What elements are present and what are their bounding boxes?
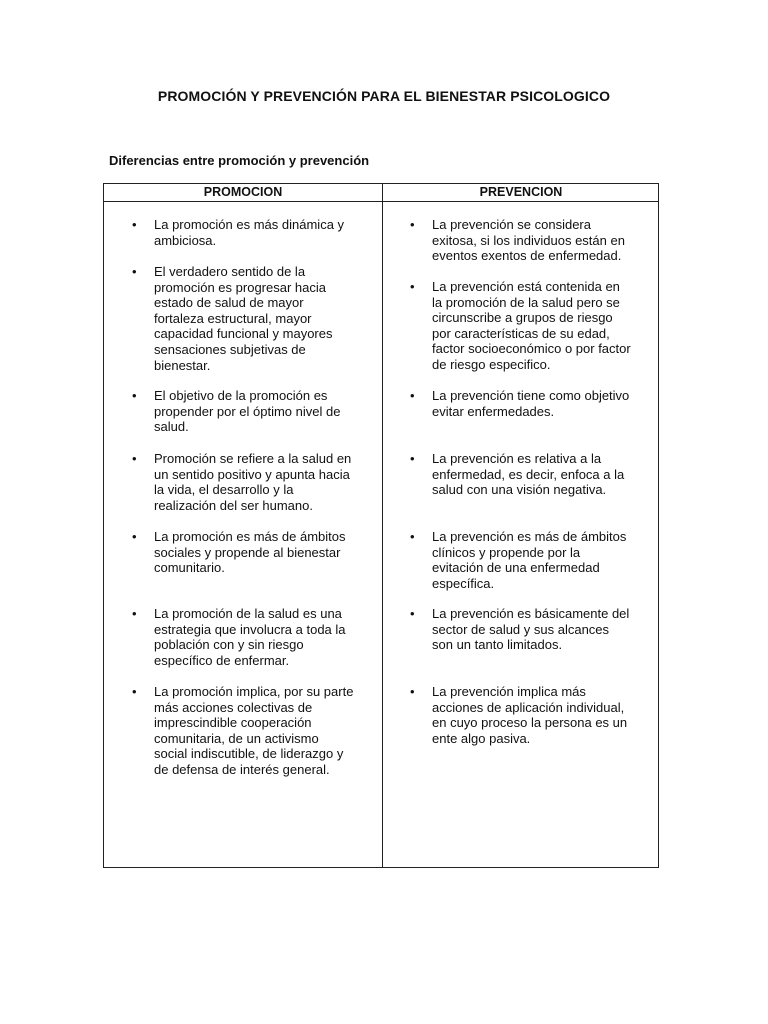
bullet-icon: • [410,529,415,544]
section-subtitle: Diferencias entre promoción y prevención [109,153,370,168]
bullet-icon: • [132,264,137,279]
promocion-item-text: La promoción es más de ámbitos sociales y propende al bienestar comunitario. [154,529,346,576]
bullet-icon: • [132,606,137,621]
prevencion-item-text: La prevención está contenida en la promoción de la salud pero se circunscribe a grupos de riesgo por características de su edad, factor socioeconómico o por factor de riesgo especifico. [432,279,631,372]
bullet-icon: • [410,217,415,232]
header-prevencion: PREVENCION [479,185,563,199]
comparison-table [103,183,659,868]
promocion-item-text: El verdadero sentido de la promoción es progresar hacia estado de salud de mayor fortaleza estructural, mayor capacidad funcional y mayores sensaciones subjetivas de bienestar. [154,264,333,373]
promocion-item-text: La promoción implica, por su parte más acciones colectivas de imprescindible cooperación comunitaria, de un activismo social indiscutible, de liderazgo y de defensa de interés general. [154,684,354,777]
bullet-icon: • [132,684,137,699]
header-promocion: PROMOCION [203,185,283,199]
bullet-icon: • [132,529,137,544]
promocion-item-text: Promoción se refiere a la salud en un sentido positivo y apunta hacia la vida, el desarrollo y la realización del ser humano. [154,451,352,513]
prevencion-item-text: La prevención implica más acciones de aplicación individual, en cuyo proceso la persona es un ente algo pasiva. [432,684,628,746]
header-divider [104,201,658,202]
prevencion-item-text: La prevención tiene como objetivo evitar enfermedades. [432,388,630,419]
bullet-icon: • [410,684,415,699]
bullet-icon: • [410,388,415,403]
bullet-icon: • [132,217,137,232]
prevencion-item-text: La prevención es más de ámbitos clínicos y propende por la evitación de una enfermedad específica. [432,529,627,591]
bullet-icon: • [132,388,137,403]
prevencion-item-text: La prevención se considera exitosa, si los individuos están en eventos exentos de enfermedad. [432,217,625,264]
bullet-icon: • [132,451,137,466]
document-title: PROMOCIÓN Y PREVENCIÓN PARA EL BIENESTAR PSICOLOGICO [157,88,611,104]
promocion-item-text: La promoción es más dinámica y ambiciosa. [154,217,345,248]
prevencion-item-text: La prevención es relativa a la enfermedad, es decir, enfoca a la salud con una visión negativa. [432,451,625,498]
bullet-icon: • [410,279,415,294]
promocion-item-text: La promoción de la salud es una estrategia que involucra a toda la población con y sin riesgo específico de enfermar. [154,606,346,668]
bullet-icon: • [410,451,415,466]
bullet-icon: • [410,606,415,621]
prevencion-item-text: La prevención es básicamente del sector de salud y sus alcances son un tanto limitados. [432,606,630,653]
promocion-item-text: El objetivo de la promoción es propender por el óptimo nivel de salud. [154,388,341,435]
